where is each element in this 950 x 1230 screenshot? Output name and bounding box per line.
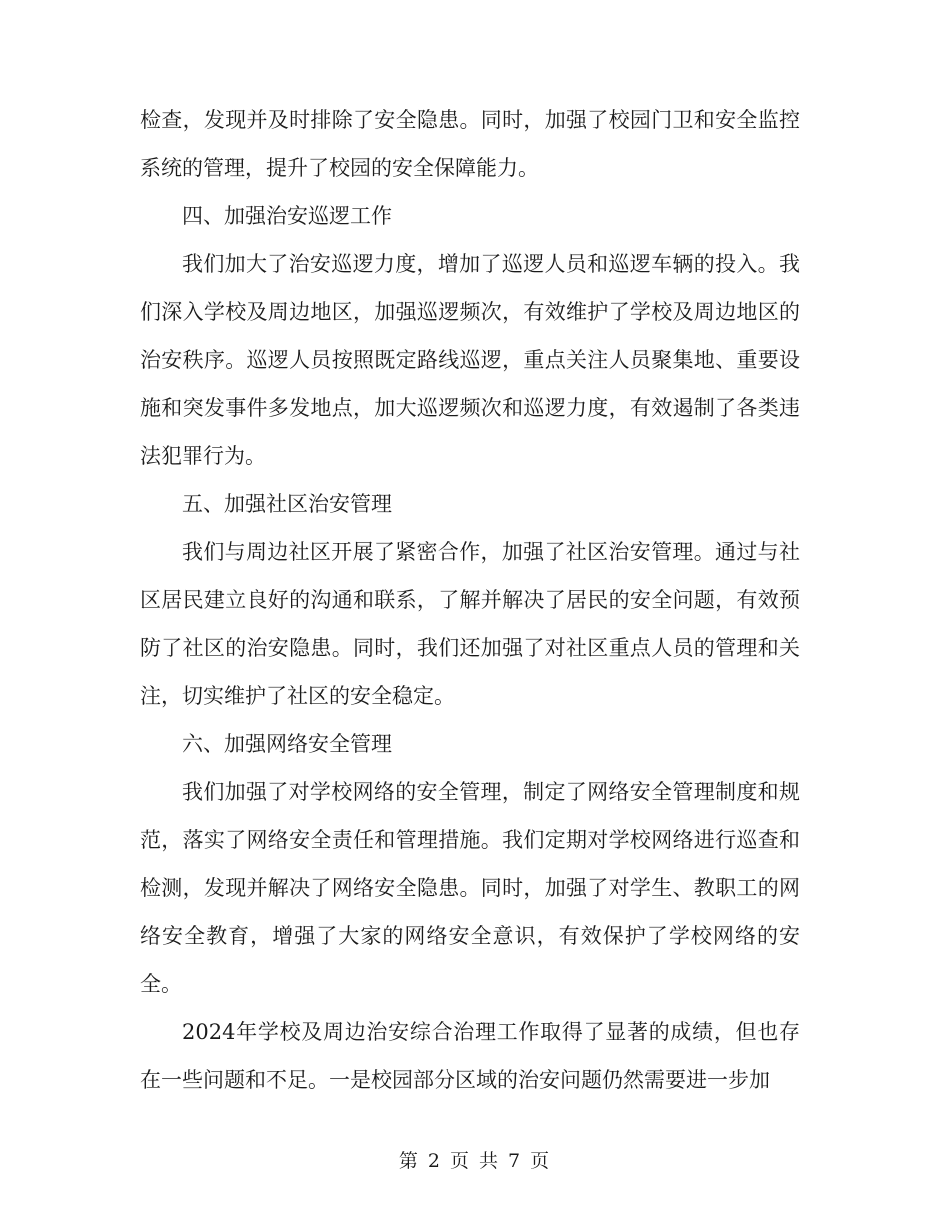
section-heading-community: 五、加强社区治安管理 <box>182 492 392 516</box>
section-heading-patrol: 四、加强治安巡逻工作 <box>182 204 392 228</box>
page-number-footer: 第 2 页 共 7 页 <box>398 1150 552 1172</box>
paragraph-summary: 2024年学校及周边治安综合治理工作取得了显著的成绩，但也存在一些问题和不足。一是校园部分区域的治安问题仍然需要进一步加 <box>140 1020 800 1092</box>
paragraph-network: 我们加强了对学校网络的安全管理，制定了网络安全管理制度和规范，落实了网络安全责任和管理措施。我们定期对学校网络进行巡查和检测，发现并解决了网络安全隐患。同时，加强了对学生、教职工的网络安全教育，增强了大家的网络安全意识，有效保护了学校网络的安全。 <box>140 780 800 996</box>
paragraph-patrol: 我们加大了治安巡逻力度，增加了巡逻人员和巡逻车辆的投入。我们深入学校及周边地区，加强巡逻频次，有效维护了学校及周边地区的治安秩序。巡逻人员按照既定路线巡逻，重点关注人员聚集地、重要设施和突发事件多发地点，加大巡逻频次和巡逻力度，有效遏制了各类违法犯罪行为。 <box>140 252 800 468</box>
paragraph-community: 我们与周边社区开展了紧密合作，加强了社区治安管理。通过与社区居民建立良好的沟通和联系，了解并解决了居民的安全问题，有效预防了社区的治安隐患。同时，我们还加强了对社区重点人员的管理和关注，切实维护了社区的安全稳定。 <box>140 540 800 708</box>
section-heading-network: 六、加强网络安全管理 <box>182 732 392 756</box>
paragraph-continuation: 检查，发现并及时排除了安全隐患。同时，加强了校园门卫和安全监控系统的管理，提升了校园的安全保障能力。 <box>140 108 800 180</box>
document-body <box>140 96 800 1104</box>
